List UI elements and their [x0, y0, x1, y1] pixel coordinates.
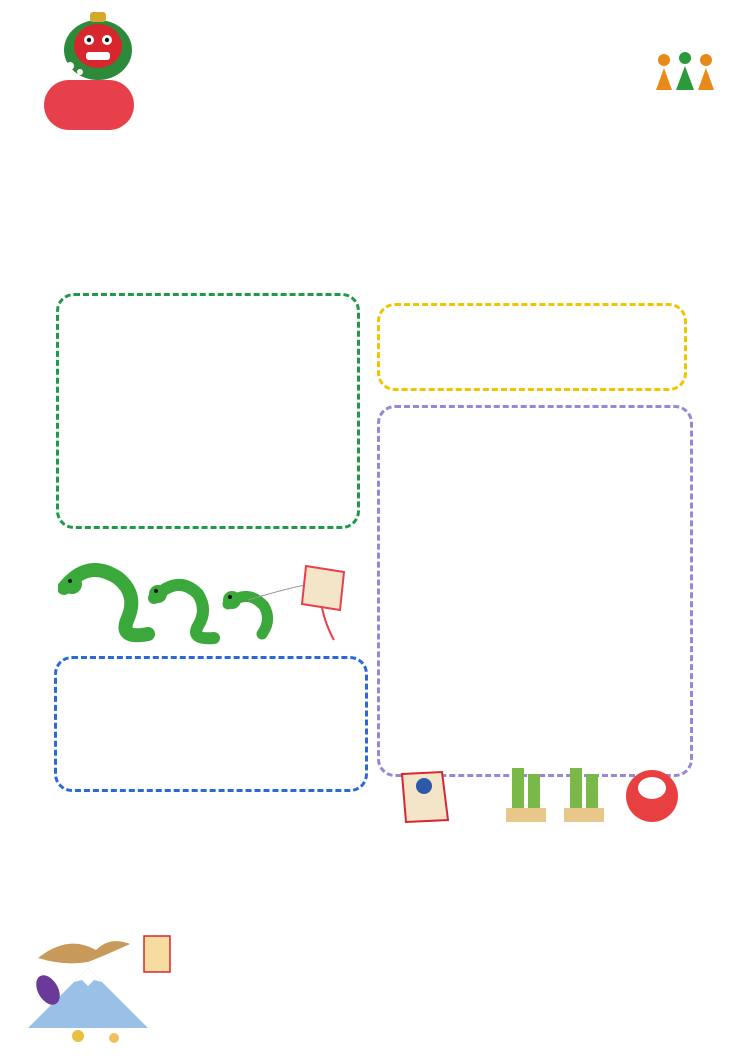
dragon-kite-illustration [58, 548, 358, 648]
fees-box [377, 405, 693, 777]
right-border [712, 110, 746, 1040]
changes-box [54, 656, 368, 792]
new-year-ornaments-illustration [392, 764, 688, 824]
shimenawa-box [377, 303, 687, 391]
fuji-hawk-illustration [18, 928, 190, 1052]
schedule-box [56, 293, 360, 529]
month-badge [44, 80, 134, 130]
children-logo-icon [652, 52, 718, 92]
top-border [140, 40, 630, 66]
shishimai-illustration [58, 6, 138, 82]
left-border [4, 110, 34, 1040]
bottom-border [186, 1028, 716, 1054]
kindergarten-logo [630, 20, 738, 110]
